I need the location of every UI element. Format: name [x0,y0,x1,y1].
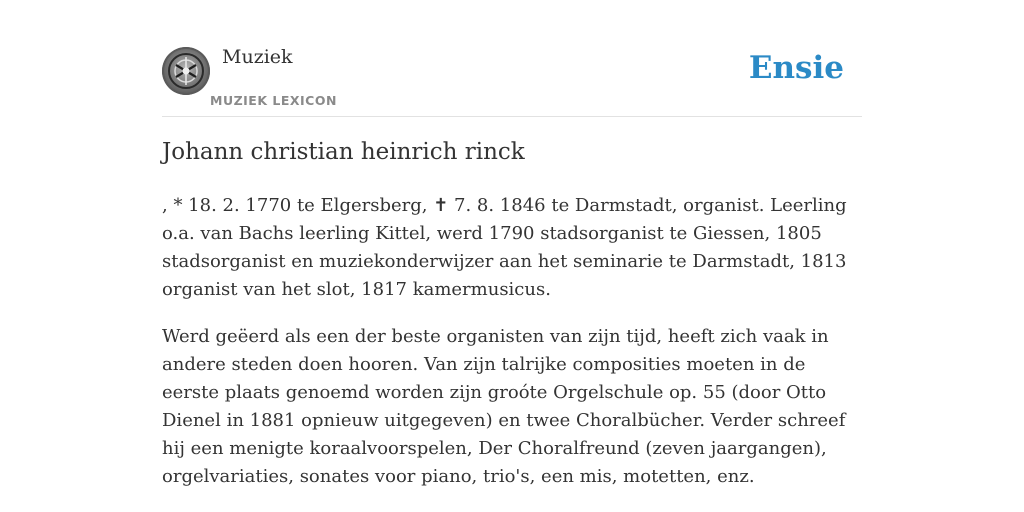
site-name[interactable]: Muziek [222,46,293,68]
site-header [162,40,862,117]
article-body [162,192,862,510]
article-paragraph: Werd geëerd als een der beste organisten van zijn tijd, heeft zich vaak in andere steden doen hooren. Van zijn talrijke composities moeten in de eerste plaats genoemd worden zijn groóte Orgelschule op. 55 (door Otto Dienel in 1881 opnieuw uitgegeven) en twee Choralbücher. Verder schreef hij een menigte koraalvoorspelen, Der Choralfreund (zeven jaargangen), orgelvariaties, sonates voor piano, trio's, een mis, motetten, enz. [162,326,846,487]
ensie-brand-link[interactable]: Ensie [748,50,844,86]
music-emblem-icon[interactable] [162,47,210,95]
article-paragraph: , * 18. 2. 1770 te Elgersberg, ✝ 7. 8. 1846 te Darmstadt, organist. Leerling o.a. van Bachs leerling Kittel, werd 1790 stadsorganist te Giessen, 1805 stadsorganist en muziekonderwijzer aan het seminarie te Darmstadt, 1813 organist van het slot, 1817 kamermusicus. [162,195,847,300]
site-subtitle: MUZIEK LEXICON [210,93,337,108]
article-title: Johann christian heinrich rinck [162,139,525,165]
